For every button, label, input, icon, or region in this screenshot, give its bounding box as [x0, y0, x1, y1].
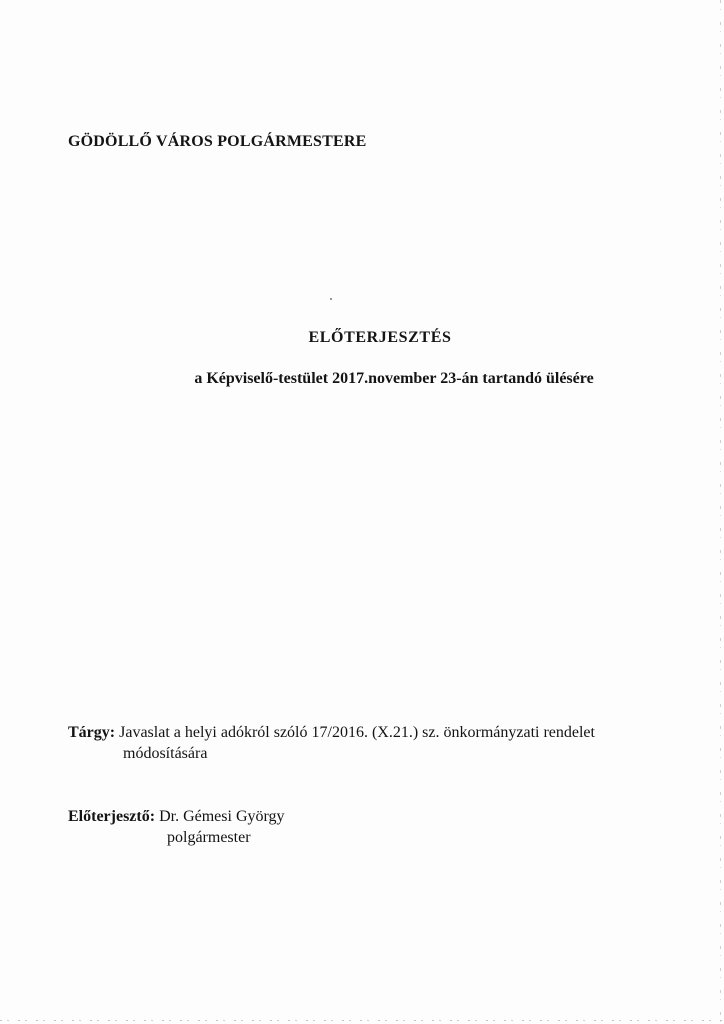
- scan-speck: [330, 298, 332, 300]
- presenter-label: Előterjesztő:: [68, 808, 156, 825]
- presenter-field: [68, 806, 285, 827]
- document-type-heading: ELŐTERJESZTÉS: [308, 329, 452, 346]
- subject-field: [68, 722, 595, 743]
- subject-text-line2: módosítására: [123, 745, 208, 762]
- presenter-name: Dr. Gémesi György: [159, 808, 285, 825]
- subject-text-line1: Javaslat a helyi adókról szóló 17/2016. (X.21.) sz. önkormányzati rendelet: [119, 724, 595, 741]
- presenter-title: polgármester: [167, 829, 251, 846]
- meeting-subtitle: a Képviselő-testület 2017.november 23-án tartandó ülésére: [194, 370, 594, 387]
- issuer-heading: GÖDÖLLŐ VÁROS POLGÁRMESTERE: [68, 133, 367, 150]
- scan-edge-bottom: [0, 1020, 724, 1021]
- scan-edge-right: [720, 0, 721, 1024]
- subject-label: Tárgy:: [68, 724, 116, 741]
